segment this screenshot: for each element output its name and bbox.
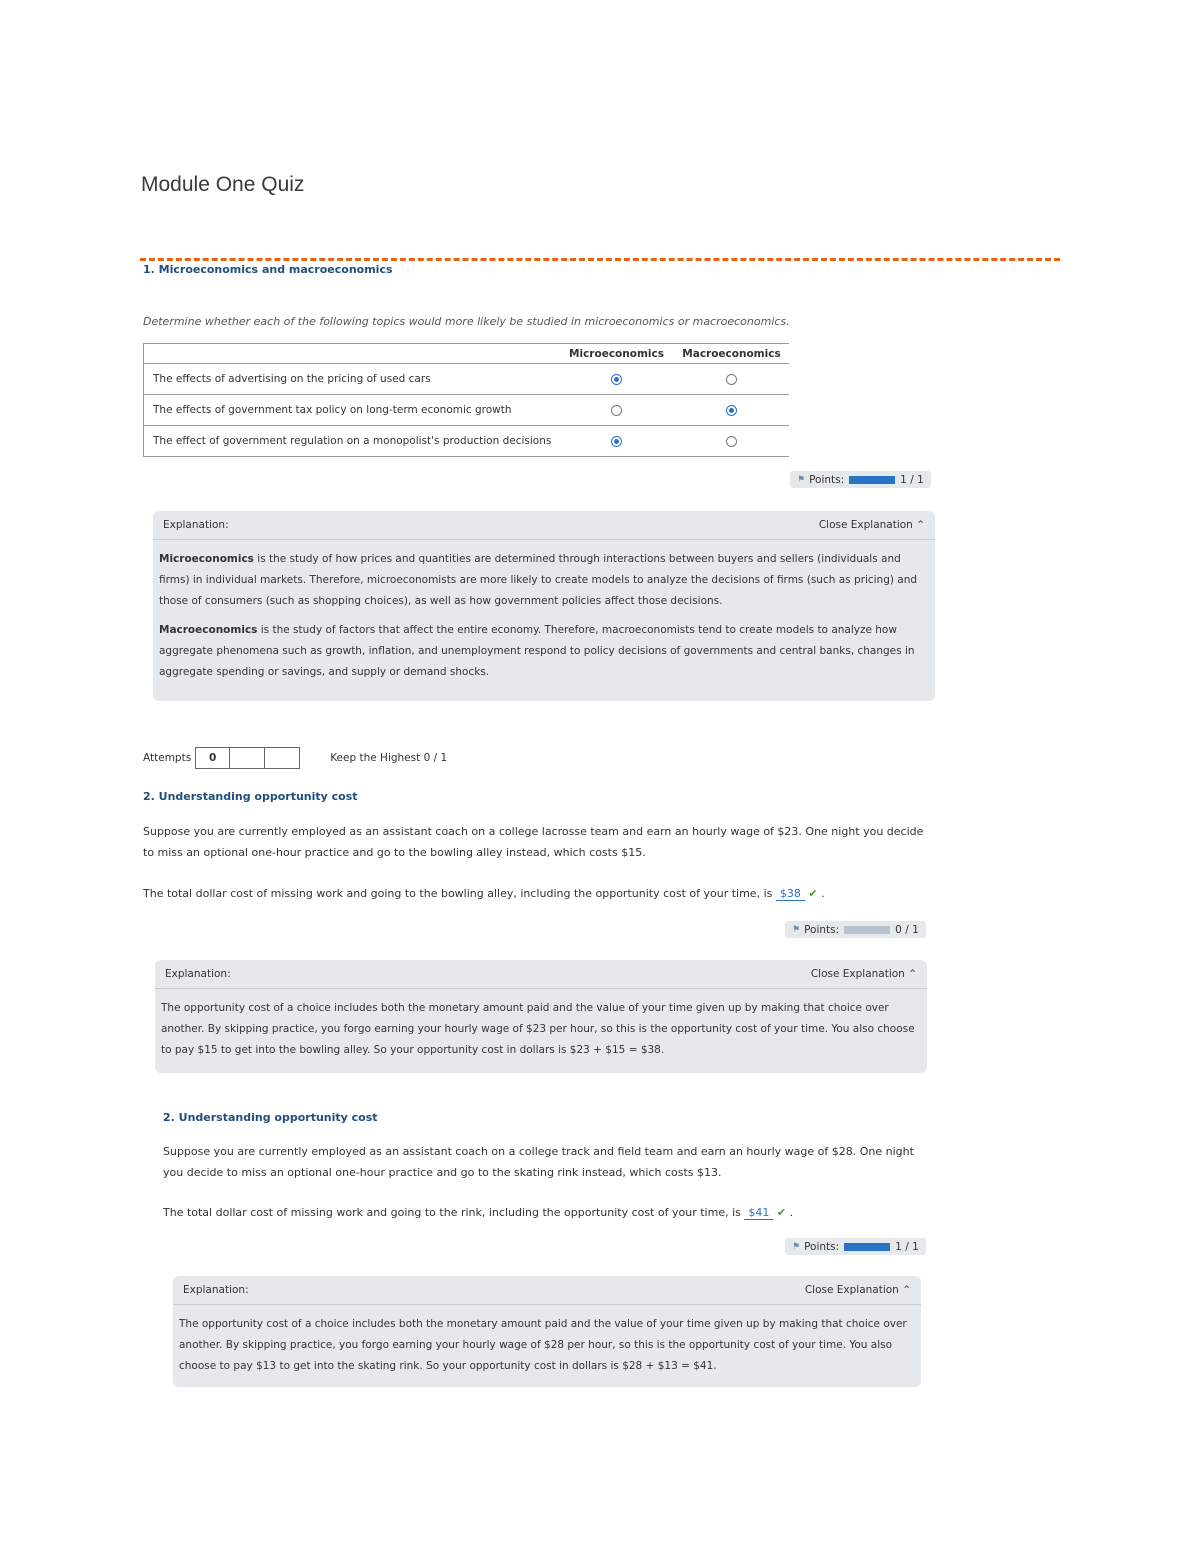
attempt-box: 0 bbox=[195, 747, 230, 769]
close-explanation-button[interactable]: Close Explanation ⌃ bbox=[804, 1284, 911, 1296]
explanation-label: Explanation: bbox=[165, 968, 231, 980]
question-3-prompt: Suppose you are currently employed as an assistant coach on a college track and field team and earn an hourly wage of $28. One night you decide to miss an optional one-hour practice and go to the skating rink instead, which costs $13. bbox=[163, 1145, 914, 1179]
chevron-up-icon: ⌃ bbox=[908, 968, 917, 980]
attempt-box bbox=[265, 747, 300, 769]
micro-explanation: Microeconomics is the study of how prices and quantities are determined through interactions between buyers and sellers (individuals and firms) in individual markets. Therefore, microeconomists are more likely to create models to analyze the decisions of firms (such as pricing) and those of consumers (such as shopping choices), as well as how government policies affect those decisions. bbox=[159, 553, 918, 607]
question-1-prompt: Determine whether each of the following topics would more likely be studied in microeconomics or macroeconomics. bbox=[143, 315, 790, 328]
flag-icon[interactable]: ⚑ bbox=[792, 1241, 801, 1252]
points-indicator: ⚑ Points: 1 / 1 bbox=[785, 1238, 926, 1255]
table-row bbox=[144, 364, 790, 395]
explanation-panel bbox=[155, 960, 927, 1073]
opportunity-cost-explanation: The opportunity cost of a choice includes both the monetary amount paid and the value of your time given up by making that choice over another. By skipping practice, you forgo earning your hourly wage of $28 per hour, so this is the opportunity cost of your time. You also choose to pay $13 to get into the skating rink. So your opportunity cost in dollars is $28 + $13 = $41. bbox=[179, 1318, 907, 1372]
macro-radio-icon[interactable] bbox=[726, 436, 737, 447]
chevron-up-icon: ⌃ bbox=[902, 1284, 911, 1296]
micro-radio-icon[interactable] bbox=[611, 374, 622, 385]
column-header-macro: Macroeconomics bbox=[682, 347, 781, 360]
question-3-title: 2. Understanding opportunity cost bbox=[163, 1111, 378, 1124]
attempts-row: Attempts 0 Keep the Highest 0 / 1 bbox=[143, 747, 447, 769]
question-3-answer-line: The total dollar cost of missing work and going to the rink, including the opportunity cost of your time, is $41 ✔ . bbox=[163, 1206, 794, 1219]
checkmark-icon: ✔ bbox=[808, 887, 818, 900]
explanation-panel bbox=[173, 1276, 921, 1387]
points-indicator: ⚑ Points: 0 / 1 bbox=[785, 921, 926, 938]
chevron-up-icon: ⌃ bbox=[916, 519, 925, 531]
opportunity-cost-explanation: The opportunity cost of a choice includes both the monetary amount paid and the value of your time given up by making that choice over another. By skipping practice, you forgo earning your hourly wage of $23 per hour, so this is the opportunity cost of your time. You also choose to pay $15 to get into the bowling alley. So your opportunity cost in dollars is $23 + $15 = $38. bbox=[161, 1002, 915, 1056]
attempt-box bbox=[230, 747, 265, 769]
topic-label: The effect of government regulation on a monopolist's production decisions bbox=[144, 426, 560, 457]
explanation-panel bbox=[153, 511, 935, 701]
points-bar bbox=[844, 1243, 890, 1251]
topic-label: The effects of advertising on the pricing of used cars bbox=[144, 364, 560, 395]
close-explanation-button[interactable]: Close Explanation ⌃ bbox=[818, 519, 925, 531]
keep-highest-text: Keep the Highest 0 / 1 bbox=[330, 752, 448, 764]
question-2-answer-line: The total dollar cost of missing work and going to the bowling alley, including the opportunity cost of your time, is $38 ✔ . bbox=[143, 887, 825, 900]
question-2-prompt: Suppose you are currently employed as an assistant coach on a college lacrosse team and earn an hourly wage of $23. One night you decide to miss an optional one-hour practice and go to the bowling alley instead, which costs $15. bbox=[143, 825, 924, 859]
flag-icon[interactable]: ⚑ bbox=[797, 474, 806, 485]
checkmark-icon: ✔ bbox=[776, 1206, 787, 1219]
answer-field[interactable]: $38 bbox=[776, 887, 805, 901]
macro-radio-icon[interactable] bbox=[726, 374, 737, 385]
micro-radio-icon[interactable] bbox=[611, 436, 622, 447]
page-title: Module One Quiz bbox=[141, 173, 305, 196]
answer-field[interactable]: $41 bbox=[744, 1206, 773, 1220]
question-2-title: 2. Understanding opportunity cost bbox=[143, 790, 358, 803]
macro-explanation: Macroeconomics is the study of factors that affect the entire economy. Therefore, macroeconomists tend to create models to analyze how aggregate phenomena such as growth, inflation, and unemployment respond to policy decisions of governments and central banks, changes in aggregate spending or savings, and supply or demand shocks. bbox=[159, 624, 915, 678]
topic-classification-table bbox=[143, 343, 789, 457]
micro-radio-icon[interactable] bbox=[611, 405, 622, 416]
topic-label: The effects of government tax policy on long-term economic growth bbox=[144, 395, 560, 426]
question-1-title: 1. Microeconomics and macroeconomics bbox=[143, 263, 393, 276]
explanation-label: Explanation: bbox=[163, 519, 229, 531]
table-row bbox=[144, 426, 790, 457]
flag-icon[interactable]: ⚑ bbox=[792, 924, 801, 935]
points-bar bbox=[849, 476, 895, 484]
explanation-label: Explanation: bbox=[183, 1284, 249, 1296]
column-header-micro: Microeconomics bbox=[569, 347, 664, 360]
points-bar bbox=[844, 926, 890, 934]
macro-radio-icon[interactable] bbox=[726, 405, 737, 416]
table-row bbox=[144, 395, 790, 426]
close-explanation-button[interactable]: Close Explanation ⌃ bbox=[810, 968, 917, 980]
points-indicator: ⚑ Points: 1 / 1 bbox=[790, 471, 931, 488]
section-divider bbox=[140, 258, 1060, 261]
